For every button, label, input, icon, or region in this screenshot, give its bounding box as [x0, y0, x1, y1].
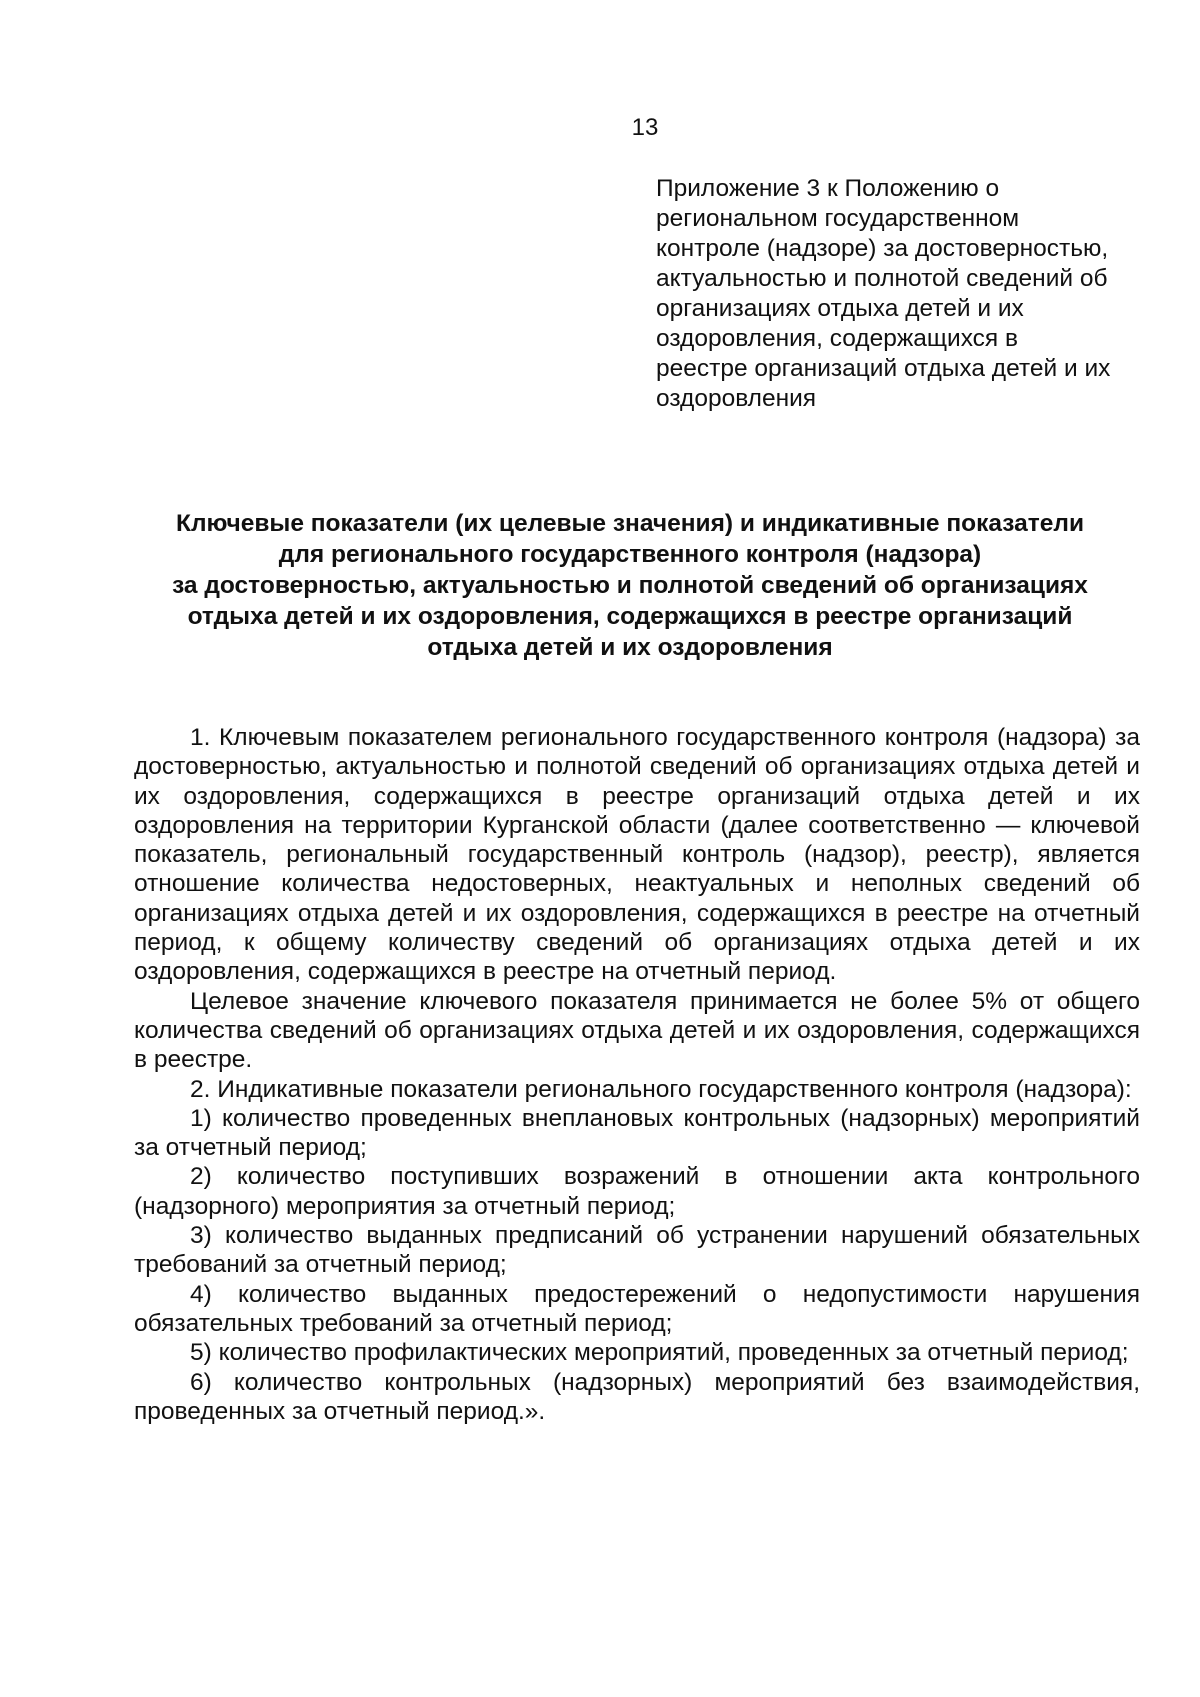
list-item: 4) количество выданных предостережений о недопустимости нарушения обязательных требований за отчетный период;	[134, 1280, 1140, 1337]
appendix-line: оздоровления	[656, 385, 817, 412]
list-item: 2) количество поступивших возражений в отношении акта контрольного (надзорного) мероприятия за отчетный период;	[134, 1163, 1140, 1220]
paragraph-key-indicator: 1. Ключевым показателем регионального государственного контроля (надзора) за достоверностью, актуальностью и полнотой сведений об организациях отдыха детей и их оздоровления, содержащихся в реестре организаций отдыха детей и их оздоровления на территории Курганской области (далее соответственно — ключевой показатель, региональный государственный контроль (надзор), реестр), является отношение количества недостоверных, неактуальных и неполных сведений об организациях отдыха детей и их оздоровления, содержащихся в реестре на отчетный период, к общему количеству сведений об организациях отдыха детей и их оздоровления, содержащихся в реестре на отчетный период.	[134, 724, 1140, 986]
page-number: 13	[631, 114, 659, 141]
paragraph-indicative-heading: 2. Индикативные показатели регионального государственного контроля (надзора):	[190, 1075, 1132, 1103]
title-line: Ключевые показатели (их целевые значения) и индикативные показатели	[175, 510, 1085, 537]
list-item: 3) количество выданных предписаний об устранении нарушений обязательных требований за отчетный период;	[134, 1222, 1140, 1279]
paragraph-target-value: Целевое значение ключевого показателя принимается не более 5% от общего количества сведений об организациях отдыха детей и их оздоровления, содержащихся в реестре.	[134, 987, 1140, 1074]
title-line: за достоверностью, актуальностью и полнотой сведений об организациях	[172, 572, 1088, 599]
appendix-line: актуальностью и полнотой сведений об	[656, 265, 1108, 292]
appendix-line: оздоровления, содержащихся в	[656, 325, 1019, 352]
appendix-line: организациях отдыха детей и их	[656, 295, 1024, 322]
title-line: отдыха детей и их оздоровления, содержащихся в реестре организаций	[187, 603, 1073, 630]
list-item: 5) количество профилактических мероприятий, проведенных за отчетный период;	[190, 1339, 1129, 1367]
appendix-line: Приложение 3 к Положению о	[656, 175, 1000, 202]
appendix-line: реестре организаций отдыха детей и их	[656, 355, 1111, 382]
list-item: 6) количество контрольных (надзорных) мероприятий без взаимодействия, проведенных за отчетный период.».	[134, 1368, 1140, 1425]
document-body	[134, 723, 1140, 1426]
appendix-line: региональном государственном	[656, 205, 1020, 232]
list-item: 1) количество проведенных внеплановых контрольных (надзорных) мероприятий за отчетный период;	[134, 1104, 1140, 1162]
appendix-line: контроле (надзоре) за достоверностью,	[656, 235, 1109, 262]
document-title	[130, 508, 1130, 663]
appendix-heading	[656, 174, 1166, 414]
title-line: для регионального государственного контроля (надзора)	[278, 541, 982, 568]
title-line: отдыха детей и их оздоровления	[427, 634, 833, 661]
